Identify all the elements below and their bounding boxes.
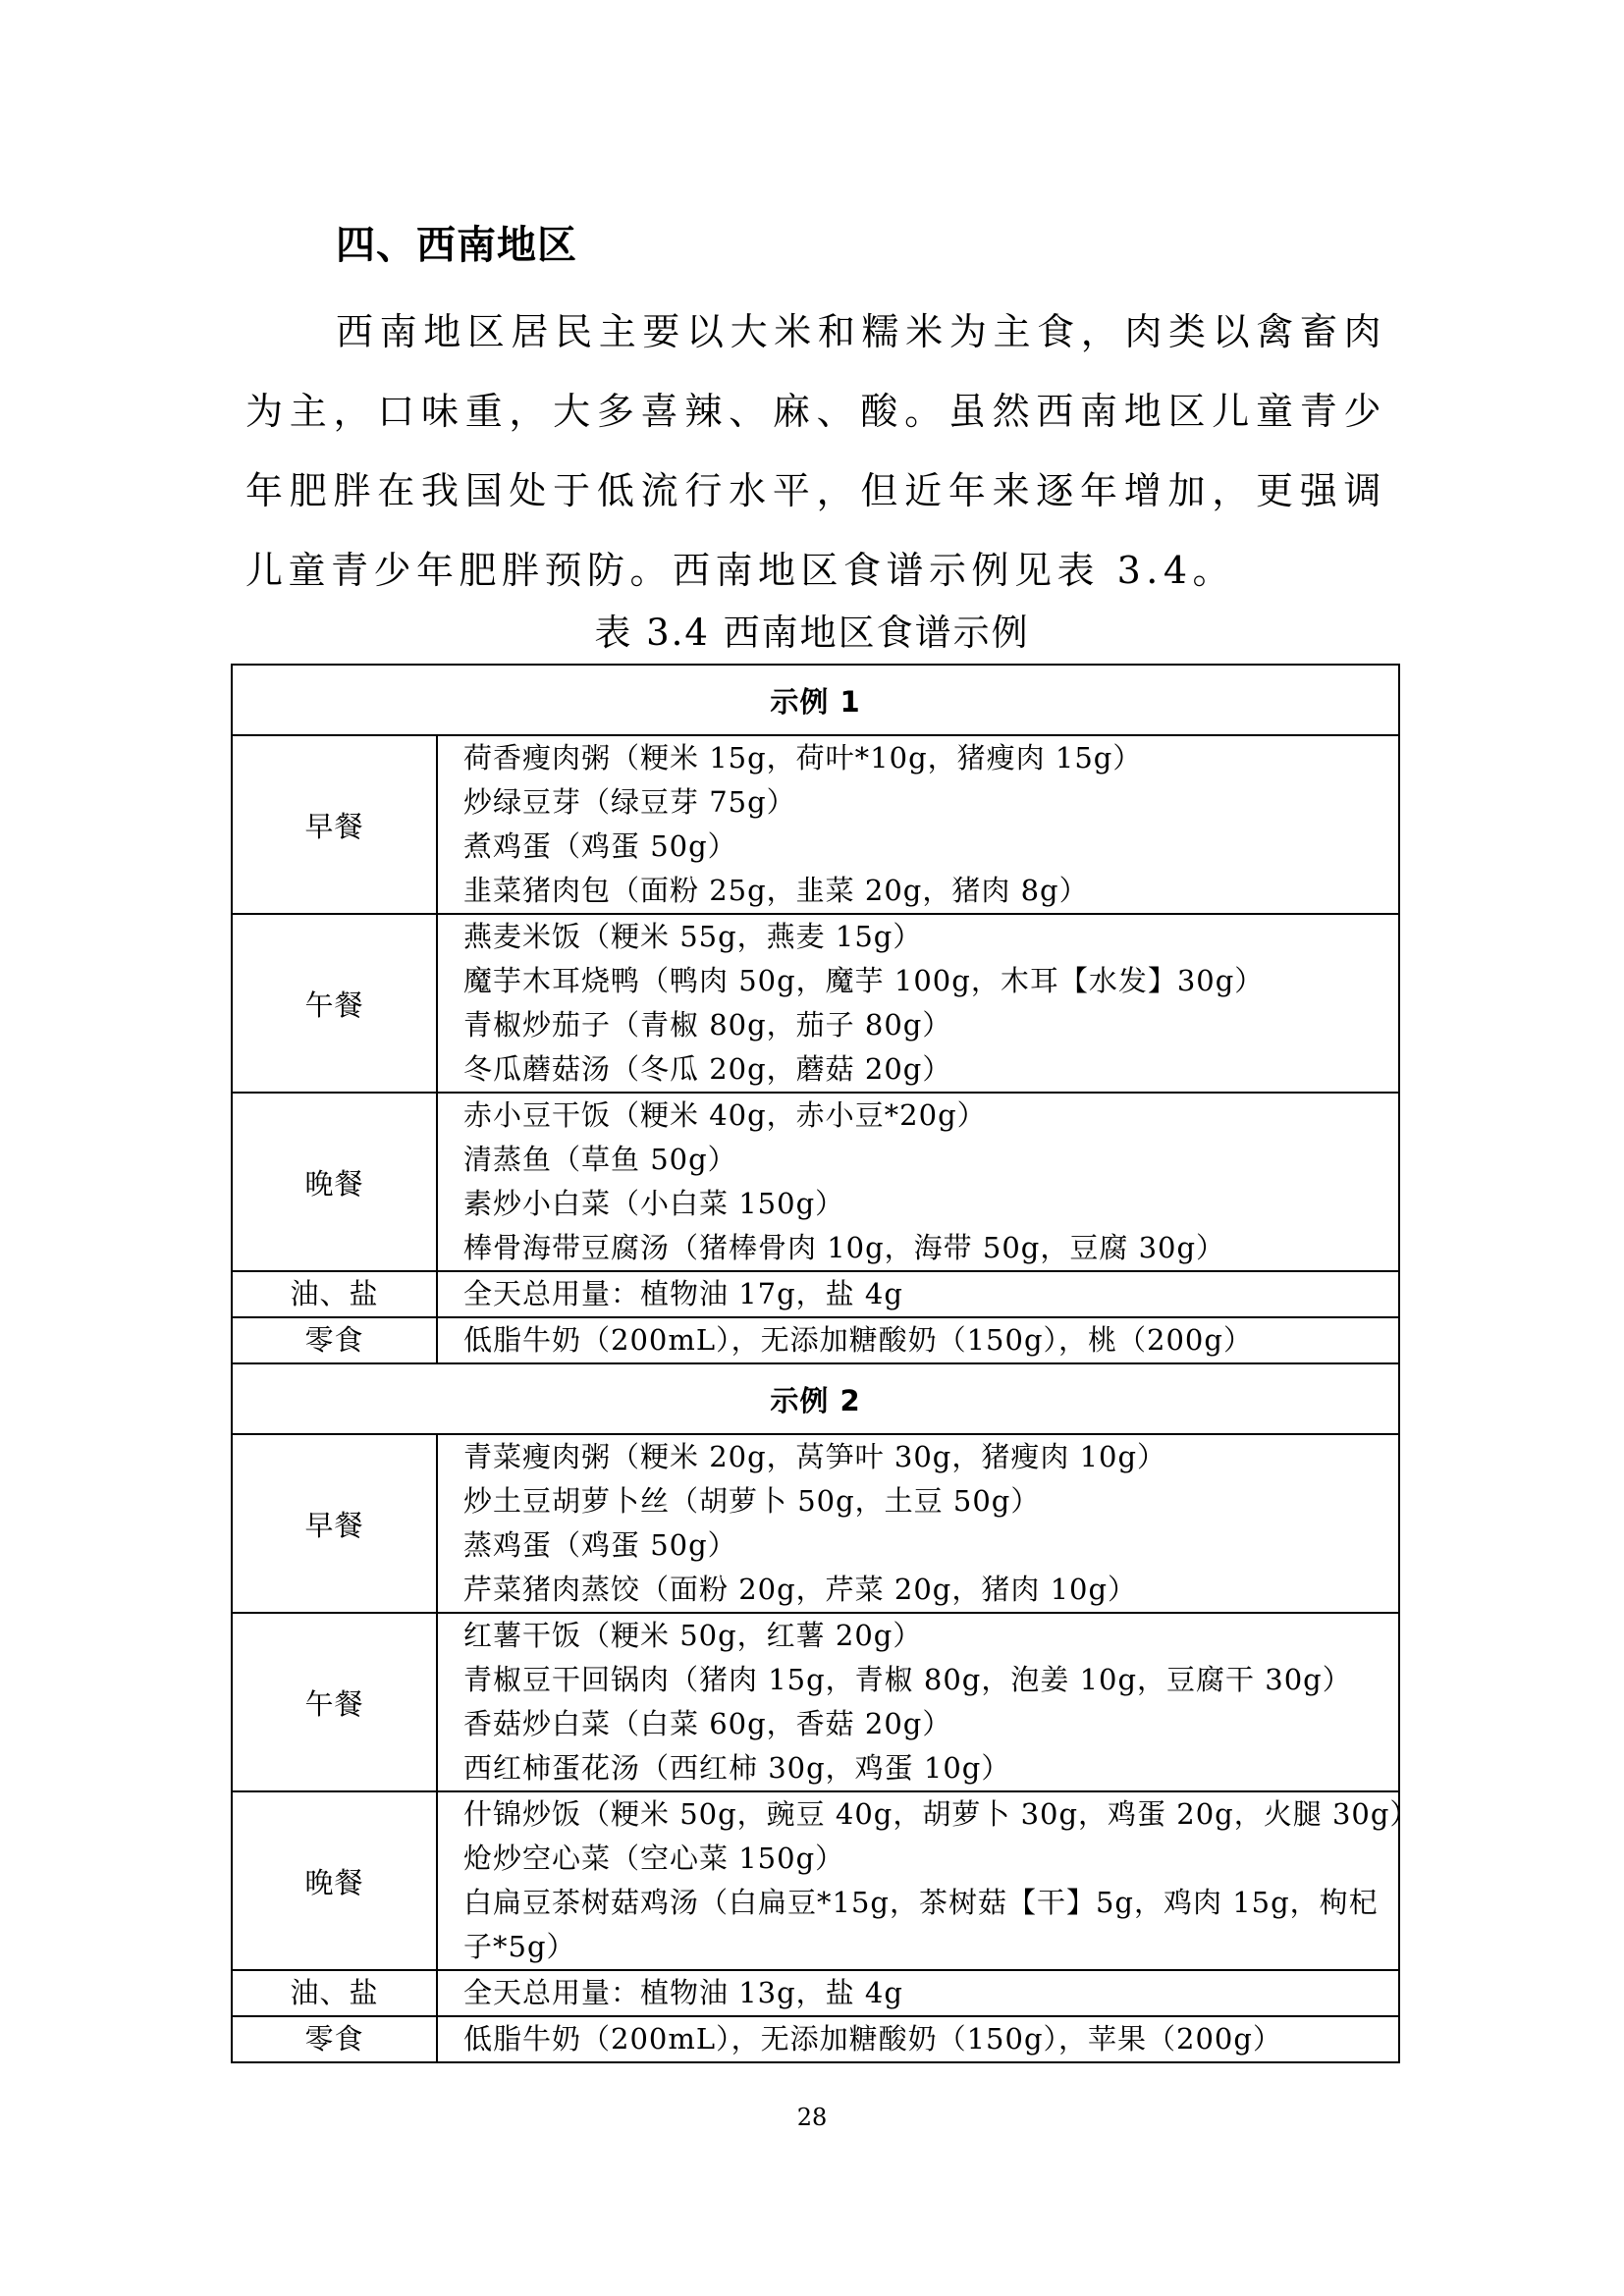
- dish-item: 青椒炒茄子（青椒 80g，茄子 80g）: [463, 1008, 952, 1041]
- lunch-row: [232, 914, 1399, 1093]
- dish-item: 白扁豆茶树菇鸡汤（白扁豆*15g，茶树菇【干】5g，鸡肉 15g，枸杞子*5g）: [463, 1886, 1379, 1963]
- dish-item: 韭菜猪肉包（面粉 25g，韭菜 20g，猪肉 8g）: [463, 874, 1089, 907]
- dish-item: 炒绿豆芽（绿豆芽 75g）: [463, 785, 796, 819]
- dish-item: 芹菜猪肉蒸饺（面粉 20g，芹菜 20g，猪肉 10g）: [463, 1573, 1138, 1606]
- example-title: 示例 2: [232, 1363, 1399, 1434]
- dinner-row: [232, 1791, 1399, 1970]
- dish-item: 蒸鸡蛋（鸡蛋 50g）: [463, 1528, 737, 1562]
- dish-item: 炒土豆胡萝卜丝（胡萝卜 50g，土豆 50g）: [463, 1484, 1041, 1518]
- oil-salt-row: [232, 1970, 1399, 2016]
- lunch-row: [232, 1613, 1399, 1791]
- dish-item: 棒骨海带豆腐汤（猪棒骨肉 10g，海带 50g，豆腐 30g）: [463, 1231, 1226, 1264]
- meal-items: [437, 1791, 1420, 1970]
- oil-salt-text: 全天总用量：植物油 13g，盐 4g: [437, 1970, 1399, 2016]
- oil-salt-text: 全天总用量：植物油 17g，盐 4g: [437, 1271, 1399, 1317]
- meal-items: [437, 1434, 1399, 1613]
- dinner-row: [232, 1093, 1399, 1271]
- meal-items: [437, 914, 1399, 1093]
- snack-row: [232, 1317, 1399, 1363]
- example-2-header-row: [232, 1363, 1399, 1434]
- snack-text: 低脂牛奶（200mL），无添加糖酸奶（150g），苹果（200g）: [437, 2016, 1399, 2062]
- example-title: 示例 1: [232, 665, 1399, 735]
- dish-item: 青菜瘦肉粥（粳米 20g，莴笋叶 30g，猪瘦肉 10g）: [463, 1440, 1167, 1473]
- meal-label: 午餐: [232, 914, 437, 1093]
- dish-item: 香菇炒白菜（白菜 60g，香菇 20g）: [463, 1707, 952, 1740]
- dish-item: 西红柿蛋花汤（西红柿 30g，鸡蛋 10g）: [463, 1751, 1011, 1785]
- meal-label: 晚餐: [232, 1791, 437, 1970]
- meal-label: 午餐: [232, 1613, 437, 1791]
- table-caption: 表 3.4 西南地区食谱示例: [594, 612, 1030, 654]
- meal-label: 油、盐: [232, 1271, 437, 1317]
- dish-item: 冬瓜蘑菇汤（冬瓜 20g，蘑菇 20g）: [463, 1052, 952, 1086]
- recipe-table: [231, 664, 1420, 2063]
- intro-paragraph: 西南地区居民主要以大米和糯米为主食，肉类以禽畜肉为主，口味重，大多喜辣、麻、酸。虽然西南地区儿童青少年肥胖在我国处于低流行水平，但近年来逐年增加，更强调儿童青少年肥胖预防。西南地区食谱示例见表 3.4。: [245, 310, 1386, 592]
- meal-label: 零食: [232, 1317, 437, 1363]
- dish-item: 荷香瘦肉粥（粳米 15g，荷叶*10g，猪瘦肉 15g）: [463, 741, 1143, 774]
- dish-item: 素炒小白菜（小白菜 150g）: [463, 1187, 845, 1220]
- meal-items: [437, 1093, 1399, 1271]
- snack-text: 低脂牛奶（200mL），无添加糖酸奶（150g），桃（200g）: [437, 1317, 1399, 1363]
- dish-item: 煮鸡蛋（鸡蛋 50g）: [463, 829, 737, 863]
- dish-item: 炝炒空心菜（空心菜 150g）: [463, 1842, 845, 1875]
- meal-label: 晚餐: [232, 1093, 437, 1271]
- dish-item: 红薯干饭（粳米 50g，红薯 20g）: [463, 1619, 923, 1652]
- dish-item: 燕麦米饭（粳米 55g，燕麦 15g）: [463, 920, 923, 953]
- breakfast-row: [232, 1434, 1399, 1613]
- section-heading: 四、西南地区: [336, 223, 577, 268]
- meal-label: 零食: [232, 2016, 437, 2062]
- dish-item: 魔芋木耳烧鸭（鸭肉 50g，魔芋 100g，木耳【水发】30g）: [463, 964, 1265, 997]
- meal-label: 早餐: [232, 1434, 437, 1613]
- meal-label: 早餐: [232, 735, 437, 914]
- dish-item: 什锦炒饭（粳米 50g，豌豆 40g，胡萝卜 30g，鸡蛋 20g，火腿 30g）: [463, 1797, 1420, 1831]
- meal-items: [437, 1613, 1399, 1791]
- dish-item: 清蒸鱼（草鱼 50g）: [463, 1143, 737, 1176]
- oil-salt-row: [232, 1271, 1399, 1317]
- dish-item: 赤小豆干饭（粳米 40g，赤小豆*20g）: [463, 1098, 987, 1132]
- meal-label: 油、盐: [232, 1970, 437, 2016]
- breakfast-row: [232, 735, 1399, 914]
- snack-row: [232, 2016, 1399, 2062]
- meal-items: [437, 735, 1399, 914]
- dish-item: 青椒豆干回锅肉（猪肉 15g，青椒 80g，泡姜 10g，豆腐干 30g）: [463, 1663, 1352, 1696]
- example-1-header-row: [232, 665, 1399, 735]
- page-number: 28: [796, 2104, 828, 2131]
